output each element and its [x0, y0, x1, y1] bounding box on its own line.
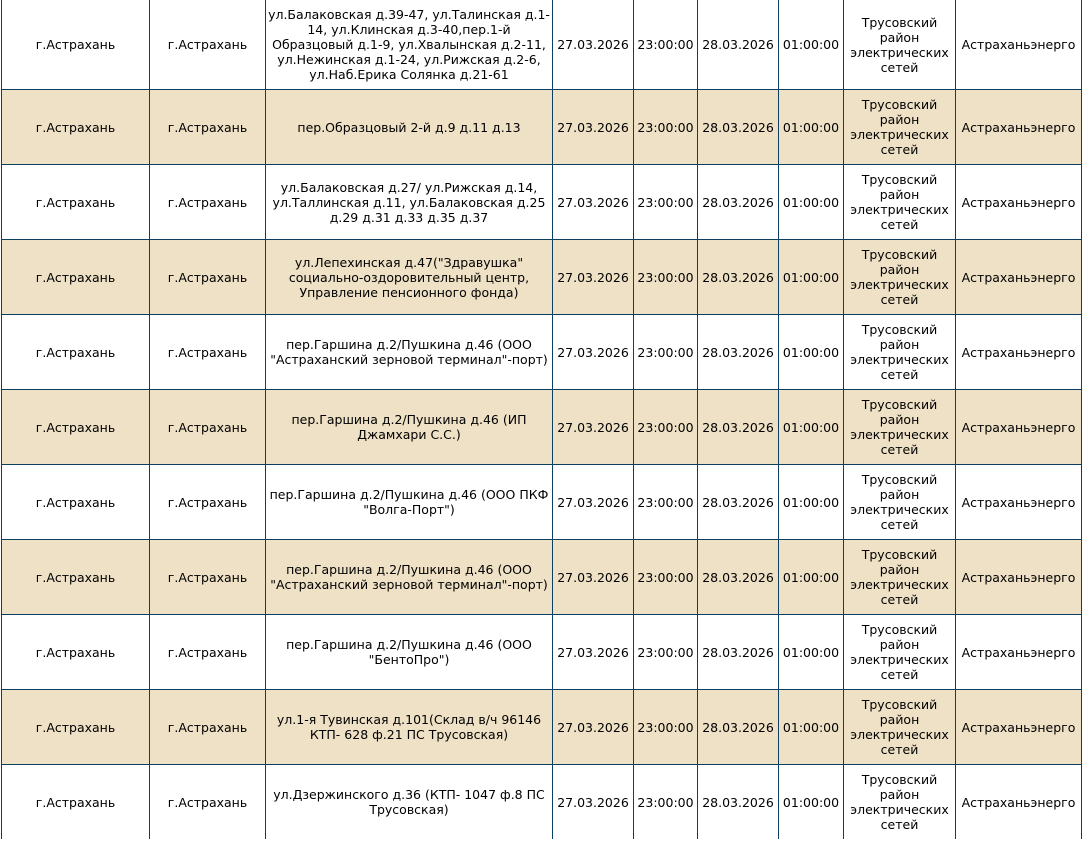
company-cell: Астраханьэнерго [956, 765, 1082, 840]
network-district-cell: Трусовский район электрических сетей [844, 90, 956, 165]
end-time-cell: 01:00:00 [779, 315, 844, 390]
region-cell: г.Астрахань [2, 765, 150, 840]
company-cell: Астраханьэнерго [956, 540, 1082, 615]
start-time-cell: 23:00:00 [634, 765, 698, 840]
network-district-cell: Трусовский район электрических сетей [844, 690, 956, 765]
network-district-cell: Трусовский район электрических сетей [844, 390, 956, 465]
end-date-cell: 28.03.2026 [698, 465, 779, 540]
locality-cell: г.Астрахань [150, 240, 266, 315]
table-row [2, 390, 1082, 465]
network-district-cell: Трусовский район электрических сетей [844, 240, 956, 315]
address-cell: пер.Гаршина д.2/Пушкина д.46 (ИП Джамхари С.С.) [266, 390, 553, 465]
company-cell: Астраханьэнерго [956, 240, 1082, 315]
table-body [2, 0, 1082, 839]
company-cell: Астраханьэнерго [956, 315, 1082, 390]
company-cell: Астраханьэнерго [956, 690, 1082, 765]
end-time-cell: 01:00:00 [779, 615, 844, 690]
start-date-cell: 27.03.2026 [553, 165, 634, 240]
end-time-cell: 01:00:00 [779, 465, 844, 540]
start-date-cell: 27.03.2026 [553, 315, 634, 390]
address-cell: ул.1-я Тувинская д.101(Склад в/ч 96146 КТП- 628 ф.21 ПС Трусовская) [266, 690, 553, 765]
company-cell: Астраханьэнерго [956, 465, 1082, 540]
company-cell: Астраханьэнерго [956, 0, 1082, 90]
start-time-cell: 23:00:00 [634, 615, 698, 690]
end-time-cell: 01:00:00 [779, 390, 844, 465]
company-cell: Астраханьэнерго [956, 90, 1082, 165]
locality-cell: г.Астрахань [150, 690, 266, 765]
region-cell: г.Астрахань [2, 465, 150, 540]
end-date-cell: 28.03.2026 [698, 0, 779, 90]
end-time-cell: 01:00:00 [779, 240, 844, 315]
end-time-cell: 01:00:00 [779, 690, 844, 765]
region-cell: г.Астрахань [2, 615, 150, 690]
locality-cell: г.Астрахань [150, 315, 266, 390]
start-date-cell: 27.03.2026 [553, 540, 634, 615]
start-date-cell: 27.03.2026 [553, 465, 634, 540]
region-cell: г.Астрахань [2, 165, 150, 240]
start-time-cell: 23:00:00 [634, 0, 698, 90]
start-date-cell: 27.03.2026 [553, 90, 634, 165]
address-cell: ул.Балаковская д.27/ ул.Рижская д.14, ул.Таллинская д.11, ул.Балаковская д.25 д.29 д.31 д.33 д.35 д.37 [266, 165, 553, 240]
start-time-cell: 23:00:00 [634, 315, 698, 390]
end-date-cell: 28.03.2026 [698, 240, 779, 315]
network-district-cell: Трусовский район электрических сетей [844, 165, 956, 240]
region-cell: г.Астрахань [2, 90, 150, 165]
table-row [2, 615, 1082, 690]
start-date-cell: 27.03.2026 [553, 390, 634, 465]
table-row [2, 690, 1082, 765]
end-date-cell: 28.03.2026 [698, 165, 779, 240]
table-row [2, 240, 1082, 315]
table-row [2, 90, 1082, 165]
address-cell: ул.Лепехинская д.47("Здравушка" социально-оздоровительный центр, Управление пенсионного фонда) [266, 240, 553, 315]
end-time-cell: 01:00:00 [779, 765, 844, 840]
address-cell: пер.Образцовый 2-й д.9 д.11 д.13 [266, 90, 553, 165]
region-cell: г.Астрахань [2, 315, 150, 390]
start-time-cell: 23:00:00 [634, 90, 698, 165]
start-date-cell: 27.03.2026 [553, 765, 634, 840]
locality-cell: г.Астрахань [150, 765, 266, 840]
company-cell: Астраханьэнерго [956, 615, 1082, 690]
start-date-cell: 27.03.2026 [553, 690, 634, 765]
table-row [2, 315, 1082, 390]
network-district-cell: Трусовский район электрических сетей [844, 0, 956, 90]
company-cell: Астраханьэнерго [956, 165, 1082, 240]
locality-cell: г.Астрахань [150, 465, 266, 540]
start-date-cell: 27.03.2026 [553, 615, 634, 690]
address-cell: ул.Балаковская д.39-47, ул.Талинская д.1-14, ул.Клинская д.3-40,пер.1-й Образцовый д.1-9, ул.Хвалынская д.2-11, ул.Нежинская д.1-24, ул.Рижская д.2-6, ул.Наб.Ерика Солянка д.21-61 [266, 0, 553, 90]
address-cell: пер.Гаршина д.2/Пушкина д.46 (ООО "Астраханский зерновой терминал"-порт) [266, 540, 553, 615]
address-cell: пер.Гаршина д.2/Пушкина д.46 (ООО "Астраханский зерновой терминал"-порт) [266, 315, 553, 390]
network-district-cell: Трусовский район электрических сетей [844, 615, 956, 690]
company-cell: Астраханьэнерго [956, 390, 1082, 465]
address-cell: пер.Гаршина д.2/Пушкина д.46 (ООО ПКФ "Волга-Порт") [266, 465, 553, 540]
end-time-cell: 01:00:00 [779, 540, 844, 615]
locality-cell: г.Астрахань [150, 390, 266, 465]
end-time-cell: 01:00:00 [779, 165, 844, 240]
start-time-cell: 23:00:00 [634, 540, 698, 615]
locality-cell: г.Астрахань [150, 615, 266, 690]
end-date-cell: 28.03.2026 [698, 90, 779, 165]
locality-cell: г.Астрахань [150, 165, 266, 240]
end-date-cell: 28.03.2026 [698, 615, 779, 690]
start-time-cell: 23:00:00 [634, 465, 698, 540]
address-cell: ул.Дзержинского д.36 (КТП- 1047 ф.8 ПС Трусовская) [266, 765, 553, 840]
table-row [2, 765, 1082, 840]
network-district-cell: Трусовский район электрических сетей [844, 465, 956, 540]
region-cell: г.Астрахань [2, 240, 150, 315]
region-cell: г.Астрахань [2, 0, 150, 90]
end-date-cell: 28.03.2026 [698, 390, 779, 465]
start-time-cell: 23:00:00 [634, 165, 698, 240]
network-district-cell: Трусовский район электрических сетей [844, 315, 956, 390]
table-row [2, 465, 1082, 540]
locality-cell: г.Астрахань [150, 0, 266, 90]
start-time-cell: 23:00:00 [634, 690, 698, 765]
end-time-cell: 01:00:00 [779, 0, 844, 90]
table-row [2, 165, 1082, 240]
start-date-cell: 27.03.2026 [553, 240, 634, 315]
locality-cell: г.Астрахань [150, 540, 266, 615]
end-date-cell: 28.03.2026 [698, 765, 779, 840]
locality-cell: г.Астрахань [150, 90, 266, 165]
start-date-cell: 27.03.2026 [553, 0, 634, 90]
outage-schedule-table [1, 0, 1082, 839]
end-time-cell: 01:00:00 [779, 90, 844, 165]
table-row [2, 0, 1082, 90]
region-cell: г.Астрахань [2, 540, 150, 615]
region-cell: г.Астрахань [2, 390, 150, 465]
end-date-cell: 28.03.2026 [698, 315, 779, 390]
region-cell: г.Астрахань [2, 690, 150, 765]
network-district-cell: Трусовский район электрических сетей [844, 765, 956, 840]
start-time-cell: 23:00:00 [634, 240, 698, 315]
address-cell: пер.Гаршина д.2/Пушкина д.46 (ООО "БентоПро") [266, 615, 553, 690]
network-district-cell: Трусовский район электрических сетей [844, 540, 956, 615]
table-row [2, 540, 1082, 615]
start-time-cell: 23:00:00 [634, 390, 698, 465]
end-date-cell: 28.03.2026 [698, 540, 779, 615]
end-date-cell: 28.03.2026 [698, 690, 779, 765]
